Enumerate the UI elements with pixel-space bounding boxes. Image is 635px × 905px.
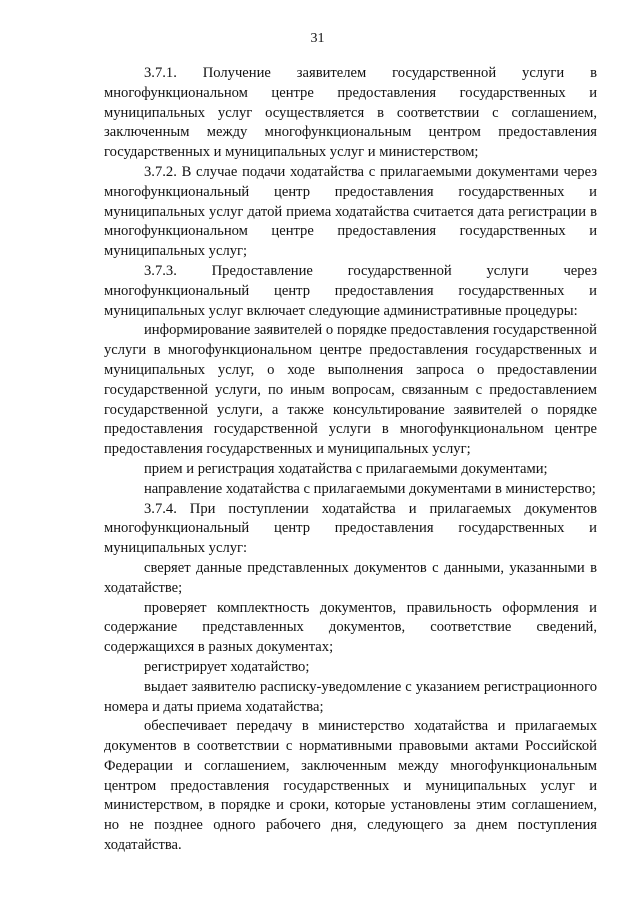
action-issue-receipt: выдает заявителю расписку-уведомление с указанием регистрационного номера и даты приема ходатайства;: [104, 678, 597, 715]
action-verify-data: сверяет данные представленных документов с данными, указанными в ходатайстве;: [104, 559, 597, 596]
paragraph-3-7-3: 3.7.3. Предоставление государственной услуги через многофункциональный центр предоставления государственных и муниципальных услуг включает следующие административные процедуры:: [104, 262, 597, 319]
procedure-forwarding: направление ходатайства с прилагаемыми документами в министерство;: [144, 480, 596, 497]
action-transfer: обеспечивает передачу в министерство ходатайства и прилагаемых документов в соответствии с нормативными правовыми актами Российской Федерации и соглашением, заключенным между многофункциональным центром предоставления государственных и муниципальных услуг и министерством, в порядке и сроки, которые установлены этим соглашением, но не позднее одного рабочего дня, следующего за днем поступления ходатайства.: [104, 718, 597, 854]
action-check-completeness: проверяет комплектность документов, правильность оформления и содержание представленных документов, соответствие сведений, содержащихся в разных документах;: [104, 599, 597, 656]
paragraph-3-7-4: 3.7.4. При поступлении ходатайства и прилагаемых документов многофункциональный центр предоставления государственных и муниципальных услуг:: [104, 500, 597, 557]
procedure-informing: информирование заявителей о порядке предоставления государственной услуги в многофункциональном центре предоставления государственных и муниципальных услуг, о ходе выполнения запроса о предоставлении государственной услуги, по иным вопросам, связанным с предоставлением государственной услуги, а также консультирование заявителей о порядке предоставления государственной услуги в многофункциональном центре предоставления государственных и муниципальных услуг;: [104, 322, 597, 458]
document-body: [104, 64, 597, 856]
procedure-reception: прием и регистрация ходатайства с прилагаемыми документами;: [144, 460, 548, 477]
action-register: регистрирует ходатайство;: [144, 658, 310, 675]
paragraph-3-7-1: 3.7.1. Получение заявителем государственной услуги в многофункциональном центре предоставления государственных и муниципальных услуг осуществляется в соответствии с соглашением, заключенным между многофункциональным центром предоставления государственных и муниципальных услуг и министерством;: [104, 65, 597, 161]
paragraph-3-7-2: 3.7.2. В случае подачи ходатайства с прилагаемыми документами через многофункциональный центр предоставления государственных и муниципальных услуг датой приема ходатайства считается дата регистрации в многофункциональном центре предоставления государственных и муниципальных услуг;: [104, 163, 597, 260]
page-number: 31: [310, 31, 325, 46]
